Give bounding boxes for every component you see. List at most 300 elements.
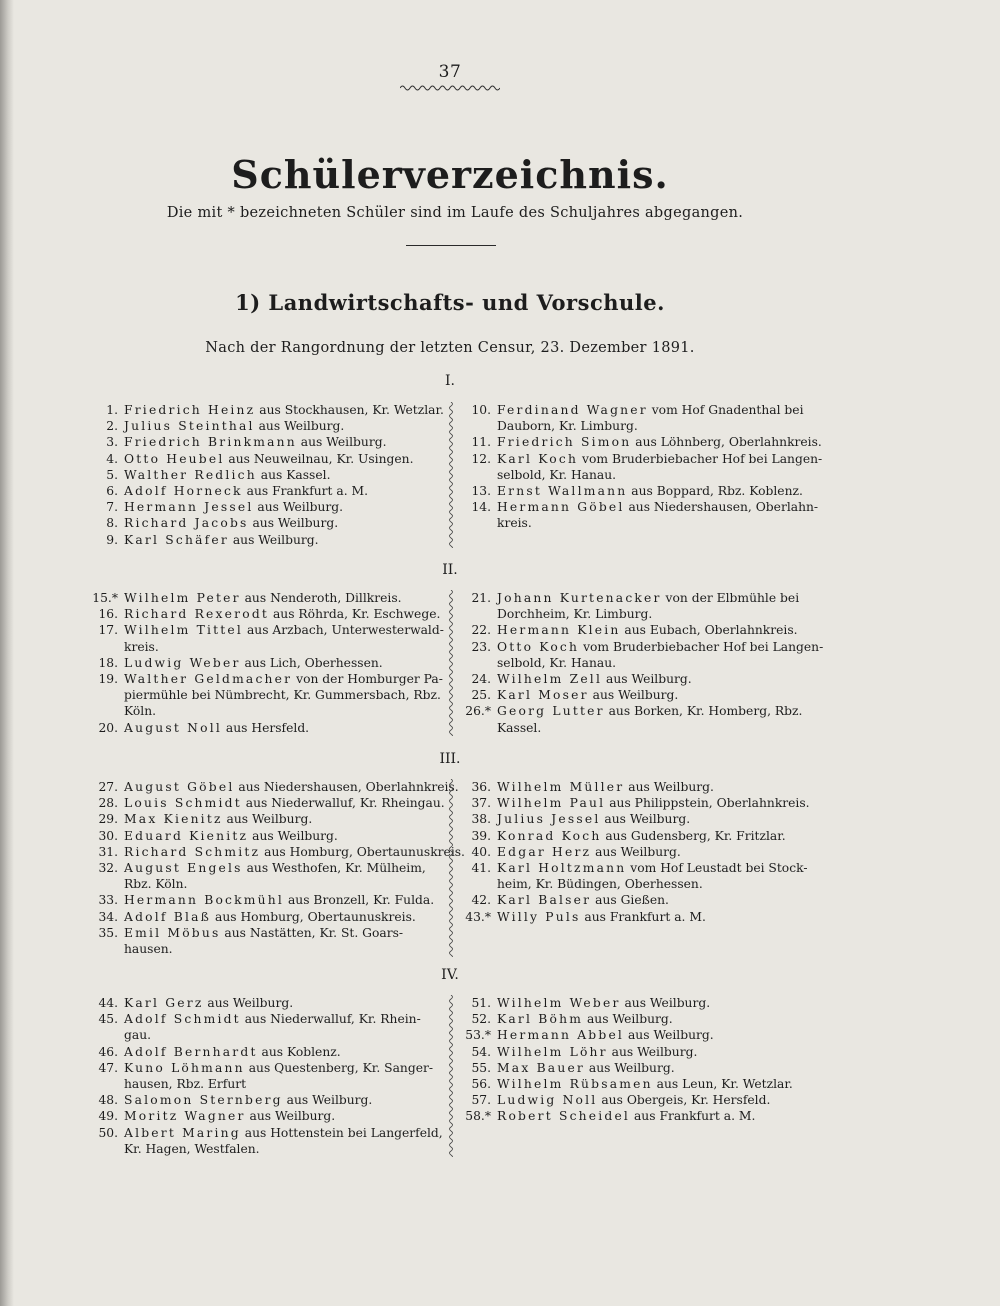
- student-name: Karl Schäfer: [124, 532, 229, 547]
- list-item: [455, 828, 825, 844]
- entry-text: [124, 606, 448, 622]
- entry-text: [124, 828, 448, 844]
- entry-number: [78, 941, 124, 957]
- student-name: Adolf Blaß: [124, 909, 212, 924]
- entry-number: 58.*: [465, 1109, 491, 1124]
- student-origin: aus Niedershausen, Oberlahn-: [624, 500, 819, 515]
- ornament-wave: [400, 84, 500, 92]
- student-name: Otto Heubel: [124, 451, 225, 466]
- student-name: Robert Scheidel: [497, 1109, 631, 1124]
- student-name: Ludwig Noll: [497, 1093, 598, 1108]
- student-name: Hermann Bockmühl: [124, 893, 285, 908]
- entry-number: 13.: [471, 484, 491, 499]
- entry-text: [124, 467, 448, 483]
- entry-number: 43.*: [465, 909, 491, 924]
- entry-number: 45.: [98, 1012, 118, 1027]
- student-origin: aus Homburg, Obertaunuskreis.: [260, 844, 465, 859]
- list-item: [78, 590, 448, 606]
- list-item: [78, 811, 448, 827]
- list-item: [78, 418, 448, 434]
- list-item: [78, 434, 448, 450]
- student-origin: aus Westhofen, Kr. Mülheim,: [242, 861, 426, 876]
- entry-number: 4.: [106, 451, 118, 466]
- entry-text: [124, 655, 448, 671]
- entry-number: 53.*: [465, 1028, 491, 1043]
- list-item: [455, 1060, 825, 1076]
- entry-text: [124, 909, 448, 925]
- student-name: August Noll: [124, 720, 222, 735]
- student-name: Wilhelm Weber: [497, 996, 621, 1010]
- list-item: [78, 1011, 448, 1027]
- student-name: Max Kienitz: [124, 812, 223, 827]
- student-origin: aus Weilburg.: [245, 1109, 336, 1124]
- entry-number: 46.: [98, 1044, 118, 1059]
- student-origin: aus Philippstein, Oberlahnkreis.: [605, 796, 810, 811]
- entry-text: [124, 483, 448, 499]
- entry-number: [455, 515, 497, 531]
- list-item: [78, 909, 448, 925]
- entry-text: [124, 1076, 448, 1092]
- entry-text: [124, 795, 448, 811]
- list-item: [78, 671, 448, 687]
- entry-number: [78, 876, 124, 892]
- student-name: Wilhelm Löhr: [497, 1044, 608, 1059]
- student-origin: von der Homburger Pa-: [292, 672, 443, 687]
- list-item: [455, 811, 825, 827]
- student-origin: aus Weilburg.: [296, 435, 387, 450]
- student-origin: aus Weilburg.: [620, 996, 711, 1010]
- entry-number: 34.: [98, 909, 118, 924]
- entry-text: [124, 622, 448, 638]
- student-name: Walther Redlich: [124, 467, 257, 482]
- student-origin: Kassel.: [497, 720, 542, 735]
- student-origin: aus Weilburg.: [222, 812, 313, 827]
- page-title: Schülerverzeichnis.: [231, 152, 669, 197]
- student-name: Edgar Herz: [497, 844, 592, 859]
- student-origin: aus Weilburg.: [248, 828, 338, 843]
- entry-number: 14.: [471, 500, 491, 515]
- list-item: [78, 892, 448, 908]
- entry-number: 48.: [98, 1093, 118, 1108]
- entry-number: 25.: [471, 688, 491, 703]
- entry-text: [124, 1108, 448, 1124]
- student-name: Emil Möbus: [124, 925, 221, 940]
- list-item: [78, 467, 448, 483]
- entry-text: [124, 451, 448, 467]
- list-item: [455, 703, 825, 719]
- entry-text: [497, 828, 825, 844]
- student-origin: aus Kassel.: [256, 467, 331, 482]
- entry-text: [124, 499, 448, 515]
- list-item: [78, 687, 448, 703]
- list-item: [78, 532, 448, 548]
- entry-number: 37.: [471, 796, 491, 811]
- student-name: Karl Koch: [497, 451, 579, 466]
- entry-number: 22.: [471, 623, 491, 638]
- student-name: Karl Balser: [497, 893, 592, 908]
- student-origin: aus Bronzell, Kr. Fulda.: [284, 893, 435, 908]
- list-item: [455, 467, 825, 483]
- student-origin: von der Elbmühle bei: [661, 591, 800, 605]
- entry-text: [124, 590, 448, 606]
- entry-number: [78, 639, 124, 655]
- student-origin: hausen, Rbz. Erfurt: [124, 1077, 247, 1092]
- entry-number: 51.: [471, 996, 491, 1010]
- list-item: [78, 795, 448, 811]
- entry-number: 18.: [98, 655, 118, 670]
- entry-text: [124, 720, 448, 736]
- student-name: Max Bauer: [497, 1060, 586, 1075]
- student-name: Julius Jessel: [497, 812, 601, 827]
- entry-number: [455, 876, 497, 892]
- student-name: Konrad Koch: [497, 828, 602, 843]
- entry-text: [124, 1141, 448, 1157]
- list-item: [455, 844, 825, 860]
- subtitle-note: Die mit * bezeichneten Schüler sind im Laufe des Schuljahres abgegangen.: [166, 205, 744, 221]
- student-column-right: [455, 402, 825, 532]
- entry-text: [497, 606, 825, 622]
- entry-number: [455, 655, 497, 671]
- entry-number: 28.: [98, 796, 118, 811]
- list-item: [78, 1076, 448, 1092]
- group-label: IV.: [441, 967, 459, 983]
- group-label: III.: [439, 751, 461, 767]
- list-item: [78, 515, 448, 531]
- entry-text: [124, 1125, 448, 1141]
- student-origin: aus Koblenz.: [257, 1044, 341, 1059]
- entry-number: 2.: [106, 419, 118, 434]
- entry-number: 47.: [98, 1060, 118, 1075]
- entry-number: 56.: [471, 1077, 491, 1092]
- student-name: Friedrich Simon: [497, 435, 632, 450]
- entry-text: [497, 590, 825, 606]
- student-name: August Göbel: [124, 780, 235, 794]
- student-name: Otto Koch: [497, 639, 580, 654]
- entry-text: [124, 1011, 448, 1027]
- student-origin: selbold, Kr. Hanau.: [497, 467, 617, 482]
- list-item: [455, 434, 825, 450]
- entry-text: [124, 995, 448, 1011]
- entry-text: [124, 1044, 448, 1060]
- student-origin: gau.: [124, 1028, 152, 1043]
- entry-text: [497, 467, 825, 483]
- list-item: [78, 779, 459, 795]
- list-item: [78, 860, 448, 876]
- entry-text: [124, 418, 448, 434]
- entry-number: 36.: [471, 780, 491, 794]
- column-divider: [447, 779, 455, 957]
- student-name: Ludwig Weber: [124, 655, 241, 670]
- entry-number: 23.: [471, 639, 491, 654]
- student-origin: aus Nenderoth, Dillkreis.: [240, 591, 402, 605]
- list-item: [78, 639, 448, 655]
- list-item: [455, 860, 825, 876]
- entry-number: 50.: [98, 1125, 118, 1140]
- entry-number: 42.: [471, 893, 491, 908]
- list-item: [455, 418, 825, 434]
- student-origin: aus Weilburg.: [600, 812, 691, 827]
- list-item: [455, 499, 825, 515]
- student-origin: piermühle bei Nümbrecht, Kr. Gummersbach, Rbz.: [124, 688, 441, 703]
- student-name: Wilhelm Tittel: [124, 623, 244, 638]
- entry-text: [497, 1011, 825, 1027]
- student-origin: aus Gießen.: [591, 893, 669, 908]
- entry-number: 10.: [471, 403, 491, 417]
- student-column-left: [78, 995, 448, 1157]
- list-item: [455, 995, 825, 1011]
- entry-text: [497, 499, 825, 515]
- entry-number: 35.: [98, 925, 118, 940]
- student-origin: selbold, Kr. Hanau.: [497, 655, 617, 670]
- entry-number: 33.: [98, 893, 118, 908]
- entry-text: [497, 515, 825, 531]
- entry-number: 3.: [106, 435, 118, 450]
- list-item: [455, 892, 825, 908]
- student-origin: aus Weilburg.: [282, 1093, 373, 1108]
- entry-number: [78, 703, 124, 719]
- entry-text: [497, 687, 825, 703]
- entry-number: [78, 687, 124, 703]
- entry-text: [124, 811, 448, 827]
- student-origin: aus Weilburg.: [203, 996, 294, 1010]
- student-name: Karl Böhm: [497, 1012, 584, 1027]
- list-item: [78, 703, 448, 719]
- student-name: August Engels: [124, 861, 243, 876]
- entry-text: [124, 1027, 448, 1043]
- list-item: [455, 1044, 825, 1060]
- entry-text: [124, 1060, 448, 1076]
- list-item: [455, 655, 825, 671]
- entry-number: 1.: [106, 403, 118, 417]
- entry-number: 12.: [471, 451, 491, 466]
- entry-number: 49.: [98, 1109, 118, 1124]
- student-name: Adolf Schmidt: [124, 1012, 241, 1027]
- student-name: Richard Rexerodt: [124, 607, 270, 622]
- student-origin: aus Weilburg.: [602, 672, 692, 687]
- student-name: Hermann Jessel: [124, 500, 254, 515]
- student-origin: aus Nastätten, Kr. St. Goars-: [220, 925, 404, 940]
- student-name: Richard Schmitz: [124, 844, 261, 859]
- student-origin: vom Hof Leustadt bei Stock-: [626, 861, 808, 876]
- list-item: [78, 606, 448, 622]
- student-origin: heim, Kr. Büdingen, Oberhessen.: [497, 877, 703, 892]
- student-name: Wilhelm Rübsamen: [497, 1077, 653, 1092]
- entry-text: [497, 795, 825, 811]
- student-name: Moritz Wagner: [124, 1109, 246, 1124]
- entry-number: 8.: [106, 516, 118, 531]
- entry-number: 7.: [106, 500, 118, 515]
- student-name: Willy Puls: [497, 909, 581, 924]
- student-origin: Köln.: [124, 704, 157, 719]
- entry-number: 16.: [98, 607, 118, 622]
- entry-text: [497, 844, 825, 860]
- student-origin: aus Hersfeld.: [221, 720, 310, 735]
- entry-text: [124, 671, 448, 687]
- student-column-right: [455, 590, 825, 736]
- student-name: Wilhelm Müller: [497, 780, 625, 794]
- entry-text: [497, 451, 825, 467]
- entry-text: [124, 532, 448, 548]
- entry-text: [497, 434, 825, 450]
- list-item: [455, 606, 825, 622]
- student-name: Wilhelm Peter: [124, 591, 241, 605]
- entry-number: 55.: [471, 1060, 491, 1075]
- student-origin: aus Arzbach, Unterwesterwald-: [243, 623, 444, 638]
- group-label: I.: [445, 373, 455, 389]
- student-origin: aus Weilburg.: [591, 844, 681, 859]
- student-name: Friedrich Brinkmann: [124, 435, 297, 450]
- entry-number: 57.: [471, 1093, 491, 1108]
- page-number: 37: [438, 62, 462, 82]
- list-item: [455, 1108, 825, 1124]
- entry-text: [497, 1076, 825, 1092]
- student-name: Albert Maring: [124, 1125, 241, 1140]
- list-item: [455, 671, 825, 687]
- entry-text: [124, 639, 448, 655]
- entry-number: 39.: [471, 828, 491, 843]
- entry-text: [124, 876, 448, 892]
- student-origin: aus Eubach, Oberlahnkreis.: [620, 623, 798, 638]
- entry-number: 41.: [471, 861, 491, 876]
- entry-number: 15.*: [92, 591, 118, 605]
- student-origin: aus Niedershausen, Oberlahnkreis.: [234, 780, 459, 794]
- list-item: [78, 844, 465, 860]
- student-origin: hausen.: [124, 942, 173, 957]
- student-name: Wilhelm Zell: [497, 672, 603, 687]
- list-item: [78, 655, 448, 671]
- entry-text: [497, 418, 825, 434]
- student-name: Georg Lutter: [497, 704, 605, 719]
- student-origin: aus Weilburg.: [583, 1012, 673, 1027]
- list-item: [455, 515, 825, 531]
- list-item: [455, 795, 825, 811]
- entry-text: [124, 779, 459, 795]
- entry-text: [497, 720, 825, 736]
- list-item: [78, 876, 448, 892]
- list-item: [78, 1060, 448, 1076]
- title-rule: [406, 245, 496, 246]
- student-column-left: [78, 779, 465, 957]
- entry-number: 6.: [106, 484, 118, 499]
- entry-text: [497, 995, 825, 1011]
- entry-text: [497, 655, 825, 671]
- entry-text: [497, 876, 825, 892]
- student-name: Hermann Klein: [497, 623, 621, 638]
- entry-text: [497, 402, 825, 418]
- student-origin: vom Bruderbiebacher Hof bei Langen-: [579, 639, 824, 654]
- student-origin: aus Lich, Oberhessen.: [240, 655, 383, 670]
- entry-number: 40.: [471, 844, 491, 859]
- student-origin: aus Homburg, Obertaunuskreis.: [211, 909, 416, 924]
- entry-text: [497, 1044, 825, 1060]
- list-item: [455, 622, 825, 638]
- student-origin: aus Leun, Kr. Wetzlar.: [652, 1077, 793, 1092]
- student-name: Richard Jacobs: [124, 516, 249, 531]
- list-item: [78, 828, 448, 844]
- entry-text: [124, 402, 448, 418]
- student-name: Eduard Kienitz: [124, 828, 249, 843]
- student-origin: aus Neuweilnau, Kr. Usingen.: [224, 451, 414, 466]
- student-name: Ernst Wallmann: [497, 484, 628, 499]
- student-name: Ferdinand Wagner: [497, 403, 648, 417]
- entry-number: 5.: [106, 467, 118, 482]
- student-name: Kuno Löhmann: [124, 1060, 245, 1075]
- entry-number: [78, 1027, 124, 1043]
- entry-number: 44.: [98, 996, 118, 1010]
- student-name: Adolf Horneck: [124, 484, 243, 499]
- entry-text: [124, 941, 448, 957]
- list-item: [78, 499, 448, 515]
- list-item: [455, 720, 825, 736]
- student-name: Wilhelm Paul: [497, 796, 606, 811]
- student-name: Walther Geldmacher: [124, 672, 293, 687]
- entry-number: [78, 1076, 124, 1092]
- student-name: Karl Moser: [497, 688, 589, 703]
- student-column-right: [455, 779, 825, 925]
- list-item: [455, 909, 825, 925]
- entry-number: 11.: [471, 435, 491, 450]
- list-item: [78, 925, 448, 941]
- student-origin: aus Boppard, Rbz. Koblenz.: [627, 484, 803, 499]
- entry-number: 54.: [471, 1044, 491, 1059]
- student-name: Louis Schmidt: [124, 796, 242, 811]
- entry-number: [78, 1141, 124, 1157]
- student-origin: aus Weilburg.: [585, 1060, 675, 1075]
- student-name: Friedrich Heinz: [124, 403, 256, 417]
- student-origin: aus Frankfurt a. M.: [242, 484, 369, 499]
- student-column-right: [455, 995, 825, 1125]
- entry-number: 27.: [98, 780, 118, 794]
- list-item: [455, 1027, 825, 1043]
- entry-text: [497, 909, 825, 925]
- entry-number: [455, 606, 497, 622]
- entry-number: 38.: [471, 812, 491, 827]
- student-origin: Dorchheim, Kr. Limburg.: [497, 607, 653, 622]
- list-item: [455, 451, 825, 467]
- list-item: [455, 779, 825, 795]
- column-divider: [447, 995, 455, 1157]
- student-origin: aus Obergeis, Kr. Hersfeld.: [597, 1093, 771, 1108]
- student-origin: aus Frankfurt a. M.: [630, 1109, 756, 1124]
- student-origin: aus Weilburg.: [253, 500, 344, 515]
- list-item: [78, 1108, 448, 1124]
- entry-text: [124, 860, 448, 876]
- student-origin: aus Hottenstein bei Langerfeld,: [240, 1125, 443, 1140]
- list-item: [78, 1092, 448, 1108]
- column-divider: [447, 402, 455, 548]
- list-item: [78, 483, 448, 499]
- entry-number: 31.: [98, 844, 118, 859]
- list-item: [455, 590, 825, 606]
- entry-text: [497, 779, 825, 795]
- list-item: [455, 1092, 825, 1108]
- entry-text: [497, 892, 825, 908]
- entry-text: [124, 703, 448, 719]
- student-name: Adolf Bernhardt: [124, 1044, 258, 1059]
- student-origin: Dauborn, Kr. Limburg.: [497, 419, 638, 434]
- entry-text: [497, 1092, 825, 1108]
- list-item: [78, 451, 448, 467]
- entry-text: [124, 515, 448, 531]
- list-item: [78, 941, 448, 957]
- list-item: [78, 720, 448, 736]
- list-item: [78, 402, 448, 418]
- student-name: Johann Kurtenacker: [497, 591, 662, 605]
- entry-number: 21.: [471, 591, 491, 605]
- student-column-left: [78, 590, 448, 736]
- student-origin: kreis.: [497, 516, 532, 531]
- student-origin: Rbz. Köln.: [124, 877, 188, 892]
